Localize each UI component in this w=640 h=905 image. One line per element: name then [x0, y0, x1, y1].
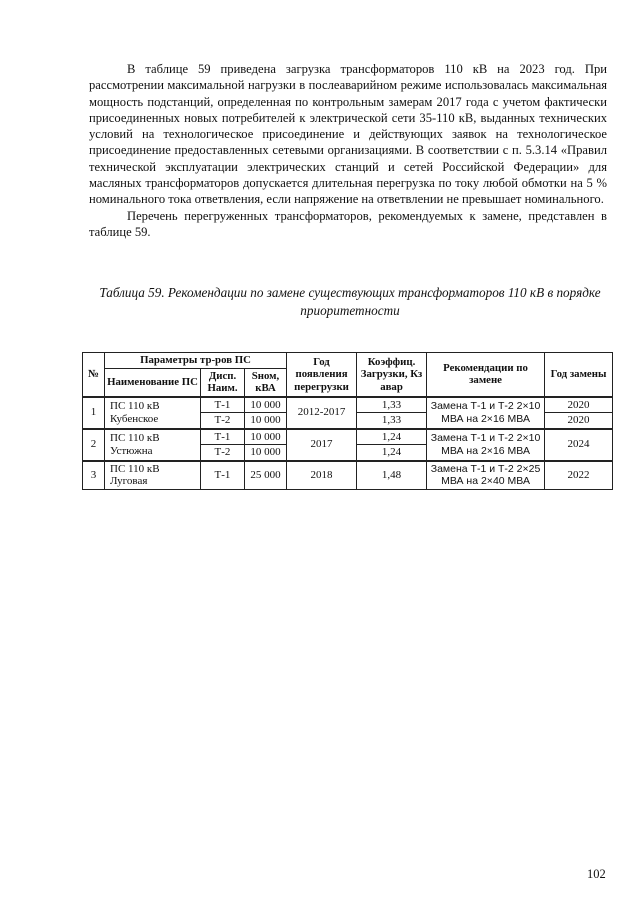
cell-snom: 10 000 [245, 413, 287, 429]
cell-disp: Т-2 [201, 445, 245, 461]
cell-num: 2 [83, 429, 105, 461]
cell-disp: Т-1 [201, 461, 245, 490]
cell-year-overload: 2012-2017 [287, 397, 357, 429]
cell-disp: Т-2 [201, 413, 245, 429]
cell-substation-name: ПС 110 кВ Кубенское [105, 397, 201, 429]
body-text [89, 61, 607, 240]
header-name: Наименование ПС [105, 368, 201, 397]
cell-snom: 10 000 [245, 397, 287, 413]
cell-snom: 25 000 [245, 461, 287, 490]
table-row [83, 461, 613, 490]
cell-disp: Т-1 [201, 429, 245, 445]
cell-coef: 1,24 [357, 445, 427, 461]
cell-coef: 1,24 [357, 429, 427, 445]
cell-year-replace: 2022 [545, 461, 613, 490]
cell-year-replace: 2024 [545, 429, 613, 461]
cell-recommendation: Замена Т-1 и Т-2 2×10 МВА на 2×16 МВА [427, 429, 545, 461]
cell-coef: 1,33 [357, 413, 427, 429]
header-year-overload: Год появления перегрузки [287, 353, 357, 397]
cell-num: 3 [83, 461, 105, 490]
cell-year-overload: 2017 [287, 429, 357, 461]
page-number: 102 [587, 867, 606, 881]
header-recommendation: Рекомендации по замене [427, 353, 545, 397]
header-disp: Дисп. Наим. [201, 368, 245, 397]
header-num: № [83, 353, 105, 397]
header-snom: Sном, кВА [245, 368, 287, 397]
cell-year-replace: 2020 [545, 413, 613, 429]
table-row [83, 429, 613, 445]
cell-year-overload: 2018 [287, 461, 357, 490]
transformer-replacement-table [82, 352, 613, 490]
cell-coef: 1,33 [357, 397, 427, 413]
header-params-group: Параметры тр-ров ПС [105, 353, 287, 369]
table-caption: Таблица 59. Рекомендации по замене существующих трансформаторов 110 кВ в порядке приоритетности [99, 285, 601, 318]
paragraph-1: В таблице 59 приведена загрузка трансформаторов 110 кВ на 2023 год. При рассмотрении максимальной нагрузки в послеаварийном режиме использовалась максимальная мощность подстанций, определенная по контрольным замерам 2017 года с учетом фактически присоединенных новых потребителей к электрической сети 35-110 кВ, выданных технических условий на технологическое присоединение и действующих заявок на технологическое присоединение предоставленных сетевыми организациями. В соответствии с п. 5.3.14 «Правил технической эксплуатации электрических станций и сетей Российской Федерации» для масляных трансформаторов допускается длительная перегрузка по току любой обмотки на 5 % номинального тока ответвления, если напряжение на ответвлении не превышает номинального. [89, 62, 607, 207]
cell-disp: Т-1 [201, 397, 245, 413]
cell-year-replace: 2020 [545, 397, 613, 413]
cell-substation-name: ПС 110 кВ Луговая [105, 461, 201, 490]
cell-coef: 1,48 [357, 461, 427, 490]
cell-snom: 10 000 [245, 445, 287, 461]
paragraph-2: Перечень перегруженных трансформаторов, рекомендуемых к замене, представлен в таблице 59. [89, 208, 607, 239]
table-row [83, 397, 613, 413]
header-year-replace: Год замены [545, 353, 613, 397]
header-row-1 [83, 353, 613, 369]
header-coef: Коэффиц. Загрузки, Кз авар [357, 353, 427, 397]
cell-recommendation: Замена Т-1 и Т-2 2×10 МВА на 2×16 МВА [427, 397, 545, 429]
cell-snom: 10 000 [245, 429, 287, 445]
cell-substation-name: ПС 110 кВ Устюжна [105, 429, 201, 461]
cell-num: 1 [83, 397, 105, 429]
cell-recommendation: Замена Т-1 и Т-2 2×25 МВА на 2×40 МВА [427, 461, 545, 490]
